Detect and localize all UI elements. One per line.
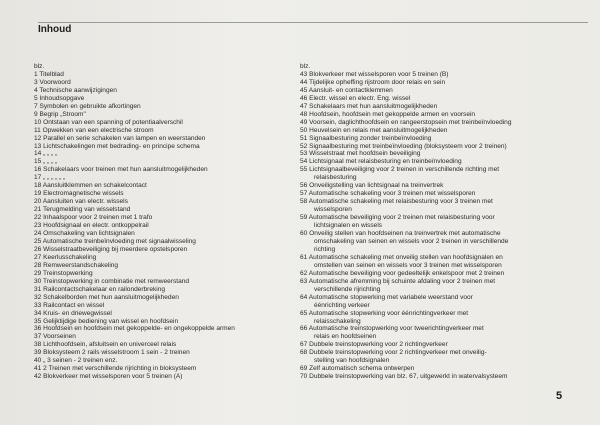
contents-entry-continuation: wisselsporen <box>314 206 352 214</box>
contents-entry-continuation: stelling van hoofdsignalen <box>314 357 390 365</box>
contents-entry: 37 Voorseinen <box>34 333 76 341</box>
contents-entry: 17 „ „ „ „ „ „ <box>34 174 66 182</box>
contents-entry: 43 Blokverkeer met wisselsporen voor 5 treinen (B) <box>300 70 449 78</box>
contents-entry: 4 Technische aanwijzigingen <box>34 86 117 94</box>
contents-entry: 44 Tijdelijke opheffing rijstroom door relais en sein <box>300 78 446 86</box>
contents-right-column <box>300 63 588 381</box>
contents-entry: 50 Heuvelsein en relais met aansluitmogelijkheden <box>300 126 448 134</box>
contents-entry: 31 Railcontactschakelaar en railonderbreking <box>34 285 166 293</box>
contents-entry: 67 Dubbele treinstopwerking voor 2 richtingverkeer <box>300 341 448 349</box>
contents-entry-continuation: relaisbesturing <box>314 174 357 182</box>
contents-entry: 63 Automatische afremming bij schuinte afdaling voor 2 treinen met <box>300 277 496 285</box>
contents-entry: 28 Remweerstandschakeling <box>34 261 119 269</box>
contents-entry: 61 Automatische schakeling met onveilig stellen van hoofdsignalen en <box>300 253 503 261</box>
contents-entry: 3 Voorwoord <box>34 78 71 86</box>
contents-entry-continuation: relais en hoofdseinen <box>314 333 377 341</box>
contents-entry: 52 Signaalbesturing met treinbeïnvloeding (bloksysteem voor 2 treinen) <box>300 142 507 150</box>
contents-entry: 27 Keerlusschakeling <box>34 253 97 261</box>
contents-entry: 56 Onveiligstelling van lichtsignaal na treinvertrek <box>300 182 444 190</box>
contents-entry: 58 Automatische schakeling met relaisbesturing voor 3 treinen met <box>300 198 493 206</box>
contents-entry: 49 Voorsein, daglichthoofdsein en rangeerstopsein met treinbeïnvloeding <box>300 118 512 126</box>
contents-entry: 41 2 Treinen met verschillende rijrichting in bloksysteem <box>34 365 197 373</box>
contents-entry: 47 Schakelaars met hun aansluitmogelijkheden <box>300 102 438 110</box>
contents-entry-continuation: verschillende rijrichting <box>314 285 381 293</box>
contents-entry-continuation: relaisschakeling <box>314 317 361 325</box>
contents-entry: 5 Inhoudsopgave <box>34 94 85 102</box>
contents-entry: 7 Symbolen en gebruikte afkortingen <box>34 102 141 110</box>
contents-entry: 19 Electromagnetische wissels <box>34 190 124 198</box>
contents-entry: 55 Lichtsignaalbeveiliging voor 2 treinen in verschillende richting met <box>300 166 500 174</box>
contents-entry: 42 Blokverkeer met wisselsporen voor 5 treinen (A) <box>34 373 183 381</box>
contents-entry: 1 Titelblad <box>34 70 64 78</box>
contents-entry: 45 Aansluit- en contactklemmen <box>300 86 393 94</box>
contents-entry: 38 Lichthoofdsein, afsluitsein en univerceel relais <box>34 341 177 349</box>
contents-entry: 64 Automatische stopwerking met variabele weerstand voor <box>300 293 473 301</box>
page-number: 5 <box>556 390 563 402</box>
contents-entry: 20 Aansluiten van electr. wissels <box>34 198 128 206</box>
contents-entry-continuation: omschakeling van seinen en wissels voor 2 treinen in verschillende <box>314 237 509 245</box>
contents-entry: 39 Bloksysteem 2 rails wisselstroom 1 sein - 2 treinen <box>34 349 190 357</box>
contents-entry: 51 Signaalbesturing zonder treinbeïnvloeding <box>300 134 432 142</box>
contents-entry: 16 Schakelaars voor treinen met hun aansluitmogelijkheden <box>34 166 208 174</box>
contents-entry: 10 Ontstaan van een spanning of potentiaalverschil <box>34 118 183 126</box>
contents-entry: 59 Automatische beveiliging voor 2 treinen met relaisbesturing voor <box>300 214 495 222</box>
contents-entry: 57 Automatische schakeling voor 3 treinen met wisselsporen <box>300 190 476 198</box>
contents-entry: 33 Railcontact en wissel <box>34 301 105 309</box>
contents-entry: 60 Onveilig stellen van hoofdseinen na treinvertrek met automatische <box>300 230 501 238</box>
contents-entry: 54 Lichtsignaal met relaisbesturing en treinbeïnvloeding <box>300 158 462 166</box>
contents-entry: 40 „ 3 seinen - 2 treinen enz. <box>34 357 118 365</box>
contents-entry: 68 Dubbele treinstopwerking voor 2 richtingverkeer met onveilig- <box>300 349 487 357</box>
contents-entry: 70 Dubbele treinstopwerking van blz. 67, uitgewerkt in watervalsysteem <box>300 373 508 381</box>
contents-entry: 25 Automatische treinbeïnvloeding met signaalwisseling <box>34 237 196 245</box>
contents-entry-continuation: lichtsignalen en wissels <box>314 222 383 230</box>
contents-entry: 32 Schakelborden met hun aansluitmogelijkheden <box>34 293 179 301</box>
contents-entry: 18 Aansluitklemmen en schakelcontact <box>34 182 147 190</box>
contents-entry: 35 Gelijktijdige bediening van wissel en hoofdsein <box>34 317 179 325</box>
contents-entry: 14 „ „ „ „ <box>34 150 58 158</box>
contents-entry: 36 Hoofdsein en hoofdsein met gekoppelde- en ongekoppelde armen <box>34 325 235 333</box>
contents-entry: 12 Parallel en serie schakelen van lampen en weerstanden <box>34 134 206 142</box>
contents-entry: 46 Electr. wissel en electr. Eng. wissel <box>300 94 411 102</box>
contents-left-column <box>34 63 290 381</box>
contents-entry: 53 Wisselstraat met hoofdsein beveiliging <box>300 150 421 158</box>
contents-entry: 66 Automatische treinstopwerking voor tweerichtingverkeer met <box>300 325 484 333</box>
contents-entry-continuation: richting <box>314 245 336 253</box>
contents-entry-continuation: éénrichting verkeer <box>314 301 370 309</box>
contents-entry: 23 Hoofdsignaal en electr. ontkoppelrail <box>34 222 149 230</box>
contents-entry-continuation: omstellen van seinen en wissels voor 3 treinen met wisselsporen <box>314 261 502 269</box>
contents-entry: 26 Wisselstraatbeveiliging bij meerdere opstelsporen <box>34 245 188 253</box>
header-rule <box>38 22 588 23</box>
contents-entry: 29 Treinstopwerking <box>34 269 93 277</box>
contents-entry: 9 Begrip „Stroom" <box>34 110 86 118</box>
contents-entry: 21 Terugmelding van wisselstand <box>34 206 131 214</box>
contents-entry: 13 Lichtschakelingen met bedrading- en principe schema <box>34 142 200 150</box>
contents-entry: 65 Automatische stopwerking voor éénrichtingverkeer met <box>300 309 469 317</box>
contents-entry: blz. <box>300 63 311 70</box>
contents-entry: 11 Opwekken van een electrische stroom <box>34 126 154 134</box>
contents-entry: 15 „ „ „ „ <box>34 158 58 166</box>
contents-entry: 48 Hoofdsein, hoofdsein met gekoppelde armen en voorsein <box>300 110 476 118</box>
contents-entry: 22 Inhaalspoor voor 2 treinen met 1 trafo <box>34 214 153 222</box>
contents-entry: 34 Kruis- en driewegwissel <box>34 309 112 317</box>
page-title: Inhoud <box>38 24 72 35</box>
contents-entry: 62 Automatische beveiliging voor gedeeltelijk enkelspoor met 2 treinen <box>300 269 505 277</box>
contents-entry: 69 Zelf automatisch schema ontwerpen <box>300 365 415 373</box>
contents-entry: 24 Omschakeling van lichtsignalen <box>34 230 135 238</box>
contents-entry: 30 Treinstopwerking in combinatie met remweerstand <box>34 277 190 285</box>
contents-entry: blz. <box>34 63 45 70</box>
